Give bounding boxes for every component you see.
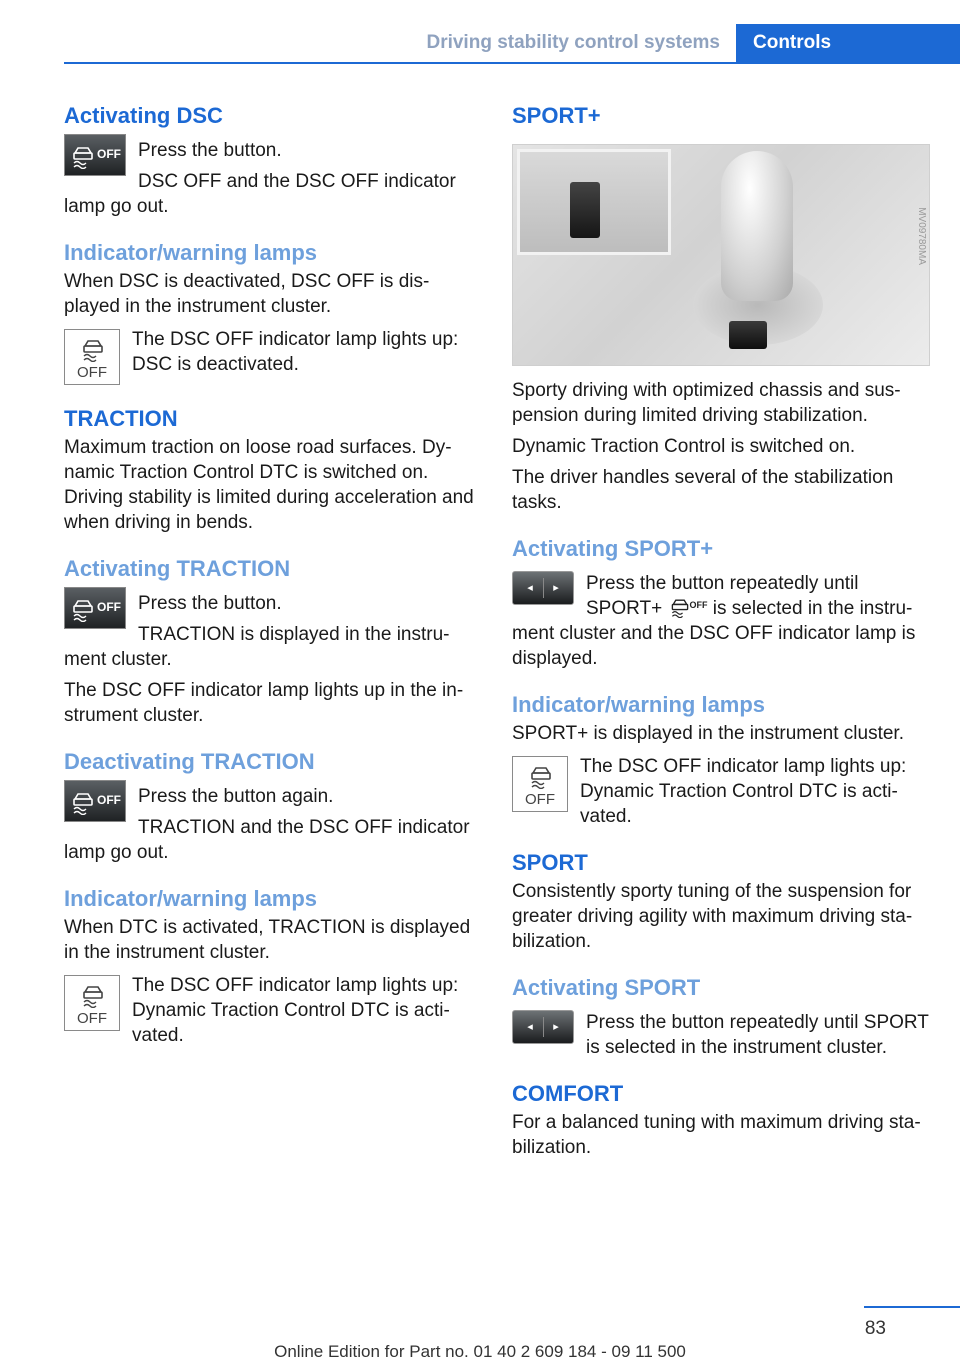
heading-activating-sport-plus: Activating SPORT+ bbox=[512, 536, 714, 561]
chevron-left-icon: ◂ bbox=[527, 582, 533, 594]
text: The driver handles several of the stabilization tasks. bbox=[512, 467, 894, 513]
off-label: OFF bbox=[97, 600, 121, 614]
right-column bbox=[512, 100, 930, 1160]
heading-activating-sport: Activating SPORT bbox=[512, 975, 701, 1000]
off-label: OFF bbox=[689, 600, 708, 610]
chevron-left-icon: ◂ bbox=[527, 1021, 533, 1033]
heading-activating-traction: Activating TRACTION bbox=[64, 556, 291, 581]
text: For a balanced tuning with maximum driving sta-bilization. bbox=[512, 1112, 921, 1158]
text: The DSC OFF indicator lamp lights up: DSC is deactivated. bbox=[132, 329, 459, 375]
off-label: OFF bbox=[97, 793, 121, 807]
header-tab[interactable]: Controls bbox=[736, 24, 960, 64]
heading-sport-plus: SPORT+ bbox=[512, 103, 601, 128]
rocker-switch-icon bbox=[512, 1010, 574, 1044]
dsc-off-button-icon bbox=[64, 587, 126, 629]
heading-comfort: COMFORT bbox=[512, 1081, 624, 1106]
text: When DSC is deactivated, DSC OFF is dis-played in the instrument cluster. bbox=[64, 271, 430, 317]
heading-indicator-3: Indicator/warning lamps bbox=[512, 692, 766, 717]
text: Sporty driving with optimized chassis and sus-pension during limited driving stabilization. bbox=[512, 380, 901, 426]
left-column bbox=[64, 100, 482, 1048]
text: SPORT+ is displayed in the instrument cluster. bbox=[512, 723, 904, 744]
text: Dynamic Traction Control is switched on. bbox=[512, 436, 856, 457]
chevron-right-icon: ▸ bbox=[553, 1021, 559, 1033]
heading-sport: SPORT bbox=[512, 850, 588, 875]
dsc-off-lamp-icon bbox=[64, 329, 120, 385]
text bbox=[512, 571, 930, 671]
text: Press the button. bbox=[138, 593, 282, 614]
off-label: OFF bbox=[77, 1010, 107, 1027]
dsc-off-lamp-icon bbox=[512, 756, 568, 812]
photo-code: MV09780MA bbox=[916, 207, 927, 265]
text: The DSC OFF indicator lamp lights up: Dynamic Traction Control DTC is acti-vated. bbox=[580, 756, 907, 827]
text: Press the button. bbox=[138, 140, 282, 161]
gear-selector-photo bbox=[512, 144, 930, 366]
text: Press the button again. bbox=[138, 786, 334, 807]
heading-traction: TRACTION bbox=[64, 406, 178, 431]
dsc-off-lamp-icon bbox=[64, 975, 120, 1031]
page-number: 83 bbox=[864, 1318, 886, 1339]
dsc-off-inline-icon bbox=[668, 596, 708, 618]
text: TRACTION is displayed in the instru-ment cluster. bbox=[64, 624, 450, 670]
text: TRACTION and the DSC OFF indicator lamp go out. bbox=[64, 817, 470, 863]
dsc-off-button-icon bbox=[64, 134, 126, 176]
header-section-title: Driving stability control systems bbox=[426, 32, 720, 53]
text: When DTC is activated, TRACTION is displayed in the instrument cluster. bbox=[64, 917, 471, 963]
text: Maximum traction on loose road surfaces. Dy-namic Traction Control DTC is switched on. Driving stability is limited during acceleration and when driving in bends. bbox=[64, 437, 474, 533]
dsc-off-button-icon bbox=[64, 780, 126, 822]
chevron-right-icon: ▸ bbox=[553, 582, 559, 594]
off-label: OFF bbox=[77, 364, 107, 381]
off-label: OFF bbox=[97, 147, 121, 161]
rocker-switch-icon bbox=[512, 571, 574, 605]
off-label: OFF bbox=[525, 791, 555, 808]
heading-indicator-2: Indicator/warning lamps bbox=[64, 886, 318, 911]
heading-deactivating-traction: Deactivating TRACTION bbox=[64, 749, 315, 774]
text: DSC OFF and the DSC OFF indicator lamp go out. bbox=[64, 171, 456, 217]
heading-indicator-1: Indicator/warning lamps bbox=[64, 240, 318, 265]
heading-activating-dsc: Activating DSC bbox=[64, 103, 223, 128]
footer-rule bbox=[864, 1306, 960, 1308]
edition-line: Online Edition for Part no. 01 40 2 609 184 - 09 11 500 bbox=[274, 1342, 686, 1361]
text: Press the button repeatedly until SPORT is selected in the instrument cluster. bbox=[586, 1012, 929, 1058]
text: Consistently sporty tuning of the suspension for greater driving agility with maximum driving sta-bilization. bbox=[512, 881, 913, 952]
text: The DSC OFF indicator lamp lights up: Dynamic Traction Control DTC is acti-vated. bbox=[132, 975, 459, 1046]
text: Press the button repeatedly until SPORT+ bbox=[586, 573, 859, 619]
photo-inset bbox=[517, 149, 671, 255]
text: The DSC OFF indicator lamp lights up in the in-strument cluster. bbox=[64, 680, 464, 726]
text: is selected in the instru-ment cluster and the DSC OFF indicator lamp is displayed. bbox=[512, 598, 916, 669]
